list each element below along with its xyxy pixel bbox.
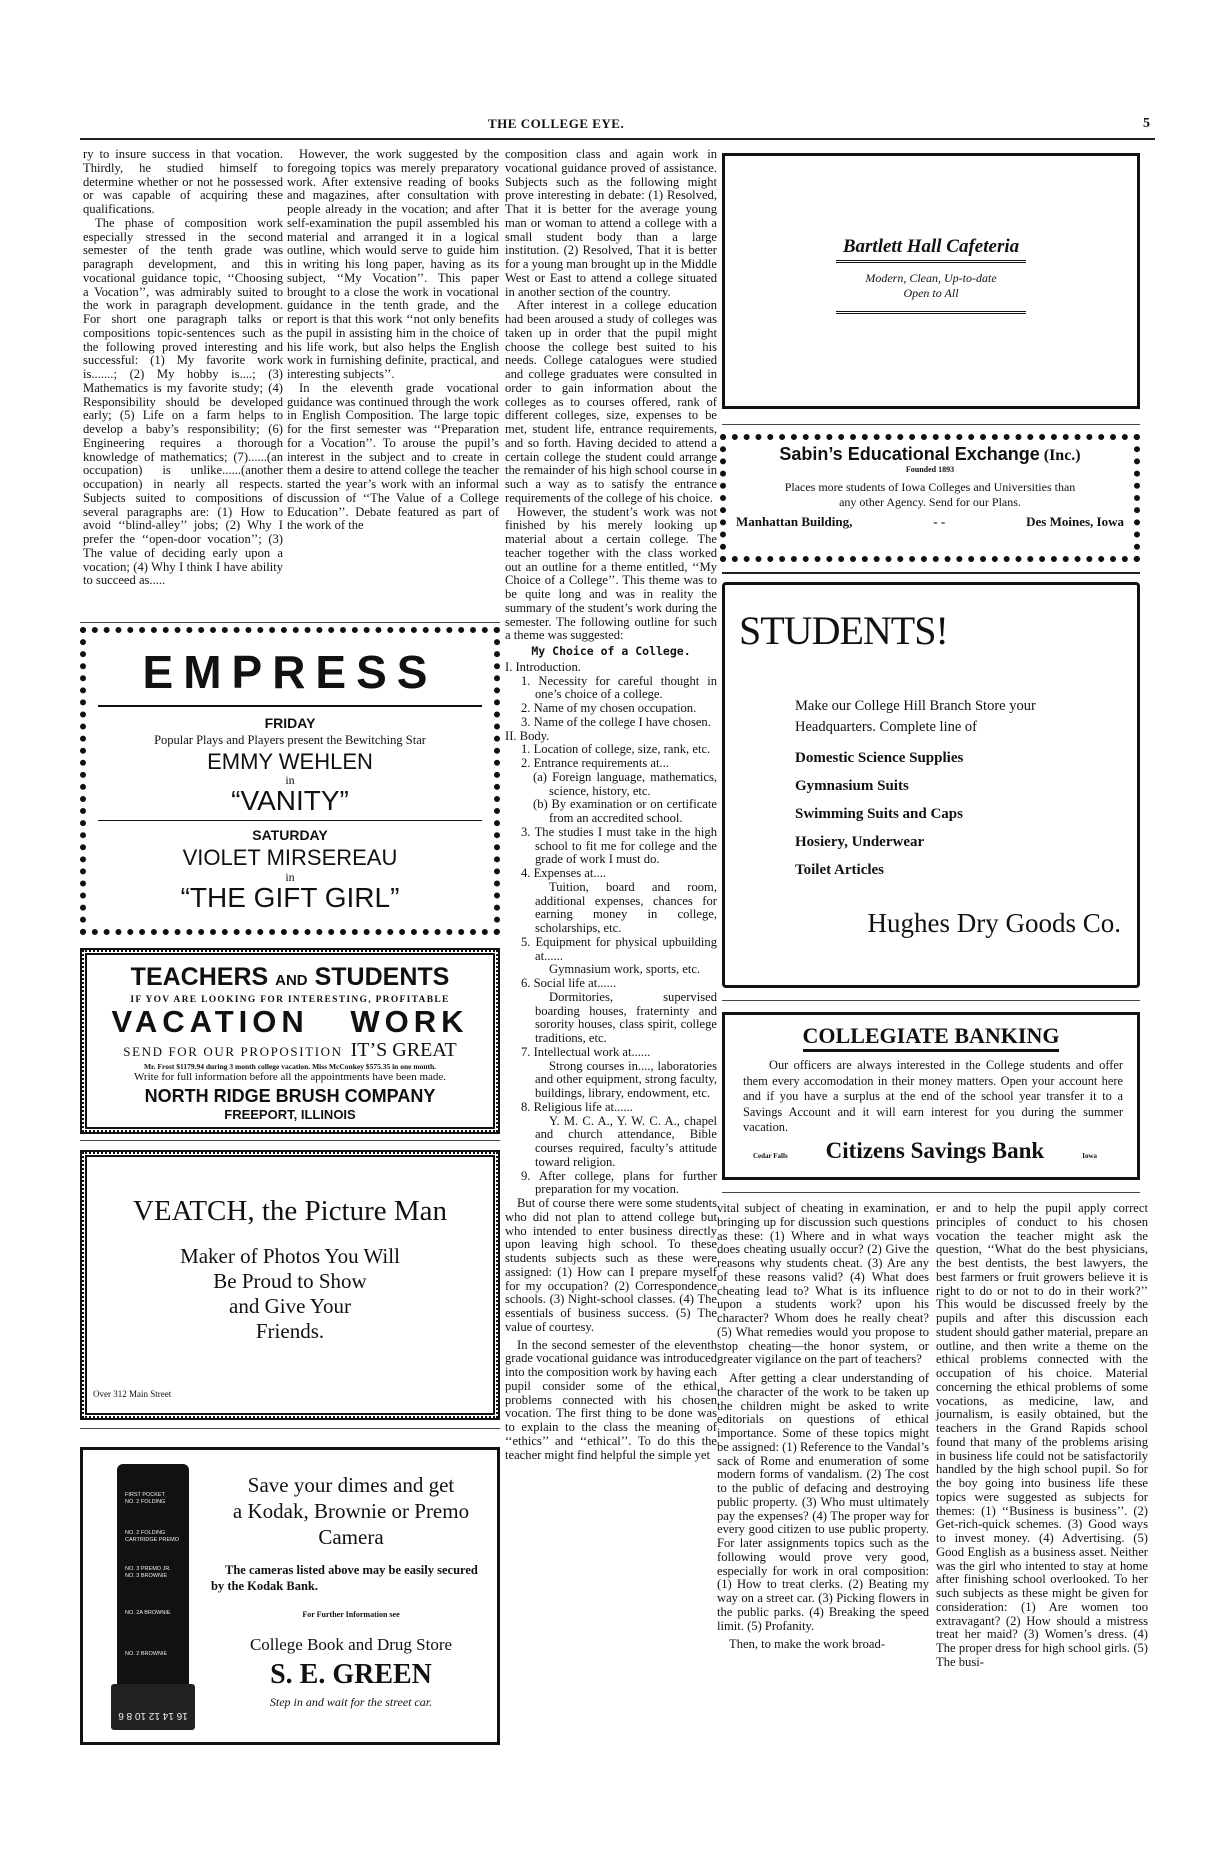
ad-line: Modern, Clean, Up-to-date — [865, 271, 997, 285]
outline-item: (b) By examination or on certificate from an accredited school. — [533, 797, 717, 825]
divider — [722, 1000, 1140, 1001]
outline-item: Gymnasium work, sports, etc. — [549, 962, 701, 977]
veatch-photo-ad — [80, 1150, 500, 1420]
divider — [80, 1428, 500, 1429]
company-city: FREEPORT, ILLINOIS — [224, 1107, 356, 1122]
outline-item: 4. Expenses at.... — [521, 866, 606, 880]
tagline: Step in and wait for the street car. — [269, 1695, 433, 1709]
hughes-dry-goods-ad — [722, 582, 1140, 988]
in-label: in — [285, 773, 295, 787]
cafeteria-name: Bartlett Hall Cafeteria — [842, 236, 1020, 257]
banking-title: COLLEGIATE BANKING — [803, 1023, 1060, 1052]
ad-intro: Popular Plays and Players present the Bewitching Star — [154, 733, 426, 747]
article-paragraph: After getting a clear understanding of the character of the work to be taken up the children might be asked to write editorials on questions of ethical importance. Some of these topics might be assigned: (1) Reference to the Vandal’s sack of Rome and enumeration of some modern forms of vandalism. (2) The cost to the public of defacing and destroying public property. (3) Who must ultimately pay the expenses? (4) The proper way for every good citizen to use public property. For later assignments topics such as the following would prove very good, especially for work in oral composition: (1) How to treat clerks. (2) Beating my way on a street car. (3) Picking flowers in the public parks. (4) Breaking the speed limit. (5) Profanity. — [717, 1371, 929, 1633]
outline-item: Tuition, board and room, additional expenses, chances for earning money in college, scholarships, etc. — [535, 879, 717, 935]
product-item: Domestic Science Supplies — [795, 750, 964, 766]
outline-item: 2. Entrance requirements at... — [521, 756, 669, 770]
article-paragraph: The phase of composition work especially stressed in the second semester of the tenth grade was paragraph development, and this vocational guidance topic, ‘‘Choosing a Vocation’’, was admirably suited to the work in paragraph development. For short one paragraph talks or compositions topic-sentences such as the following proved interesting and successful: (1) My favorite work is.......; (2) My hobby is....; (3) Mathematics is my favorite study; (4) Responsibility should be developed early; (5) Life on a farm helps to develop a baby’s responsibility; (6) Engineering requires a thorough knowledge of mathematics; (7)......(an occupation) is unlike......(another occupation) in nearly all respects. Subjects suited to compositions of several paragraphs are: (1) How to avoid ‘‘blind-alley’’ jobs; (2) Why I prefer the ‘‘open-door vocation’’; (3) The value of deciding early upon a vocation; (4) Why I think I have ability to succeed as..... — [83, 215, 283, 588]
outline-item: 3. The studies I must take in the high school to fit me for college and the grade of work I must do. — [521, 824, 717, 867]
owner-name: S. E. GREEN — [270, 1659, 432, 1690]
article-paragraph: However, the student’s work was not finished by his merely looking up material about a certain college. The teacher together with the class worked out an outline for a theme entitled, ‘‘My Choice of a College’’. This theme was to be quite long and was in reality the summary of the student’s work during the semester. The following outline for such a theme was suggested: — [505, 504, 717, 643]
film-title: “THE GIFT GIRL” — [180, 882, 400, 913]
article-paragraph: ry to insure success in that vocation. Thirdly, he studied himself to determine whether or not he possessed or was capable of acquiring these qualifications. — [83, 147, 283, 216]
company-name: NORTH RIDGE BRUSH COMPANY — [144, 1086, 436, 1106]
article-paragraph: In the second semester of the eleventh grade vocational guidance was introduced into the composition work by having each pupil consider some of the ethical problems connected with his chosen vocation. The first thing to be done was to explain to the class the meaning of ‘‘ethics’’ and ‘‘ethical’’. To do this the teacher might find helpful the simple yet — [505, 1337, 717, 1462]
headline-word: AND — [275, 972, 308, 989]
product-item: Toilet Articles — [795, 862, 885, 878]
divider — [80, 1140, 500, 1141]
address: Manhattan Building, — [736, 514, 853, 529]
star-name: EMMY WEHLEN — [207, 749, 373, 774]
header-rule — [80, 138, 1155, 140]
empress-name: EMPRESS — [142, 646, 438, 698]
article-column-1 — [83, 148, 283, 588]
outline-item: 7. Intellectual work at...... — [521, 1044, 651, 1059]
ad-intro: Make our College Hill Branch Store your Headquarters. Complete line of — [795, 698, 1036, 735]
ad-body: Places more students of Iowa Colleges and Universities than any other Agency. Send for our Plans. — [784, 480, 1076, 509]
store-name: College Book and Drug Store — [249, 1635, 453, 1654]
ad-line: Save your dimes and get — [247, 1473, 455, 1497]
sabins-exchange-ad — [720, 434, 1140, 562]
write-info: Write for full information before all the appointments have been made. — [133, 1071, 447, 1083]
outline-item: 1. Necessity for careful thought in one’s choice of a college. — [521, 673, 717, 702]
outline-item: Dormitories, supervised boarding houses, fraterninty and sorority houses, class spirit, college traditions, etc. — [535, 989, 717, 1045]
outline-item: 1. Location of college, size, rank, etc. — [521, 742, 711, 757]
divider — [722, 1192, 1140, 1193]
bank-state: Iowa — [1082, 1151, 1097, 1160]
students-headline: STUDENTS! — [739, 608, 948, 653]
headline-word: TEACHERS — [130, 963, 269, 991]
company-name: Hughes Dry Goods Co. — [867, 908, 1121, 938]
article-column-4 — [717, 1202, 929, 1652]
ad-body: Our officers are always interested in the College students and offer them every accomodation in their money matters. Open your account here and if you have a surplus at the end of the school year transfer it to a Savings Account and it will earn interest for you during the summer vacation. — [743, 1058, 1123, 1134]
article-paragraph: vital subject of cheating in examination, bringing up for discussion such questions as these: (1) Where and in what ways does cheating usually occur? (2) Give the reasons why students cheat. (3) Are any of these reasons valid? (4) What does cheating lead to? What is its influence upon a students work? upon his character? Whom does he really cheat? (5) What remedies would you propose to stop cheating—the honor system, or greater vigilance on the part of teachers? — [717, 1201, 929, 1367]
bartlett-cafeteria-ad — [722, 153, 1140, 409]
inc-label: (Inc.) — [1043, 447, 1081, 464]
ad-line: and Give Your — [229, 1294, 351, 1318]
founded: Founded 1893 — [905, 465, 955, 474]
product-item: Swimming Suits and Caps — [795, 806, 963, 822]
newspaper-title: THE COLLEGE EYE. — [488, 116, 625, 131]
product-list — [795, 744, 1137, 884]
in-label: in — [285, 870, 295, 884]
outline-item: I. Introduction. — [505, 659, 581, 674]
divider — [80, 622, 500, 623]
ad-line: a Kodak, Brownie or Premo — [232, 1499, 470, 1523]
headline-word: STUDENTS — [314, 963, 450, 991]
divider — [722, 572, 1140, 574]
its-great-text: IT’S GREAT — [350, 1039, 457, 1061]
ad-body: The cameras listed above may be easily secured by the Kodak Bank. — [211, 1563, 478, 1593]
article-column-3 — [505, 148, 717, 1462]
empress-theater-ad — [80, 627, 500, 935]
article-paragraph: After interest in a college education had been aroused a study of colleges was taken up in order that the pupil might choose the college best suited to his needs. College catalogues were studied and college graduates were consulted in order to gain information about the colleges as to courses offered, rank of different colleges, size, expenses to be met, student life, entrance requirements, and so forth. Having decided to attend a certain college the student could arrange the remainder of his high school course in such a way as to satisfy the entrance requirements of the college of his choice. — [505, 298, 717, 505]
outline-item: Strong courses in...., laboratories and other equipment, strong faculty, buildings, library, endowment, etc. — [535, 1058, 717, 1100]
outline-item: (a) Foreign language, mathematics, science, history, etc. — [533, 769, 717, 798]
bank-city: Cedar Falls — [753, 1151, 788, 1160]
article-paragraph: However, the work suggested by the foregoing topics was merely preparatory work. After extensive reading of books and magazines, after consultation with people already in the vocation; and after self-examination the pupil assembled his material and arranged it in a logical outline, which would serve to guide him in writing his long paper, having as its subject, ‘‘My Vocation’’. This paper brought to a close the work in vocational guidance in the tenth grade, and the report is that this work ‘‘not only benefits the pupil in assisting him in the choice of his life work, but also helps the English work in furnishing definite, practical, and interesting subjects’’. — [287, 147, 499, 381]
article-paragraph: Then, to make the work broad- — [729, 1637, 885, 1652]
article-column-5 — [936, 1202, 1148, 1670]
outline-item: 8. Religious life at...... — [521, 1099, 633, 1114]
ad-line: Camera — [318, 1525, 384, 1549]
proposition-text: SEND FOR OUR PROPOSITION — [123, 1044, 343, 1059]
kodak-green-ad — [80, 1447, 500, 1745]
outline-item: 2. Name of my chosen occupation. — [521, 701, 697, 715]
article-paragraph: er and to help the pupil apply correct principles of conduct to his chosen vocation the teacher might ask the question, ‘‘What do the best physicians, the best dentists, the best lawyers, the best farmers or fruit growers believe it is right to do or not to do in their work?’’ This would be discussed freely by the pupils and after this discussion each student should gather material, prepare an outline, and then write a theme on the ethical problems connected with the occupation of his choice. Material concerning the ethical problems of some vocations, as medicine, law, and journalism, is easily obtained, but the teachers in the Grand Rapids school found that many of the problems arising in business life could not be satisfactorily handled by the high school pupil. So for the boy going into business life these topics were suggested as subjects for themes: (1) ‘‘Business is business’’. (2) Get-rich-quick schemes. (3) Good ways to invest money. (4) Advertising. (5) Good English as a business asset. Neither was the girl who intented to stay at home after finishing school overlooked. To her such subjects as these might be given for consideration: (1) Are women too extravagant? (2) How should a mistress treat her maid? (3) Women’s dress. (4) The proper dress for high school girls. (5) The busi- — [936, 1201, 1148, 1669]
citizens-bank-ad — [722, 1012, 1140, 1180]
star-name: VIOLET MIRSEREAU — [182, 845, 398, 870]
outline-item: 5. Equipment for physical upbuilding at...... — [521, 934, 717, 963]
outline-item: 9. After college, plans for further preparation for my vocation. — [521, 1168, 717, 1197]
product-item: Hosiery, Underwear — [795, 834, 925, 850]
article-column-2 — [287, 148, 499, 533]
divider — [722, 424, 1140, 425]
outline-item: 6. Social life at...... — [521, 976, 617, 990]
ad-line: Open to All — [903, 286, 959, 300]
outline-title: My Choice of a College. — [531, 644, 691, 658]
bank-name: Citizens Savings Bank — [825, 1137, 1045, 1163]
article-paragraph: In the eleventh grade vocational guidance was continued through the work in English Composition. The large topic for the first semester was ‘‘Preparation for a Vocation’’. To arouse the pupil’s interest in the subject and to create in them a desire to attend college the teacher started the year’s work with an informal discussion of ‘‘The Value of a College Education’’. Debate featured as part of the work of the — [287, 380, 499, 533]
outline-item: 3. Name of the college I have chosen. — [521, 714, 711, 729]
testimonials: Mr. Frost $1179.94 during 3 month college vacation. Miss McConkey $575.35 in one month. — [143, 1062, 437, 1071]
kodak-bank-dial: 16 14 12 10 8 6 — [111, 1684, 195, 1730]
exchange-name: Sabin’s Educational Exchange — [779, 444, 1040, 464]
outline-item: II. Body. — [505, 728, 550, 743]
separator: - - — [933, 514, 946, 529]
day-saturday: SATURDAY — [252, 827, 328, 843]
subheadline: IF YOV ARE LOOKING FOR INTERESTING, PROFITABLE — [130, 995, 450, 1005]
outline-item: Y. M. C. A., Y. W. C. A., chapel and church attendance, Bible courses required, faculty’s attitude toward religion. — [535, 1113, 717, 1169]
day-friday: FRIDAY — [264, 715, 316, 731]
north-ridge-brush-ad — [80, 948, 500, 1134]
city: Des Moines, Iowa — [1026, 514, 1124, 529]
ad-line: Friends. — [255, 1319, 325, 1343]
product-item: Gymnasium Suits — [795, 778, 909, 794]
article-paragraph: composition class and again work in vocational guidance proved of assistance. Subjects such as the following might prove interesting in debate: (1) Resolved, That it is better for the average young man or woman to attend a college with a small student body than a large institution. (2) Resolved, That it is better for a young man brought up in the Middle West or East to attend a college situated in another section of the country. — [505, 147, 717, 299]
ad-line: Be Proud to Show — [213, 1269, 367, 1293]
kodak-bank-illustration: FIRST POCKET NO. 2 FOLDING NO. 2 FOLDING CARTRIDGE PREMO NO. 3 PREMO JR. NO. 3 BROWNIE NO. 2A BROWNIE NO. 2 BROWNIE — [117, 1464, 189, 1684]
ad-line: Maker of Photos You Will — [180, 1244, 400, 1268]
vacation-work-headline: VACATION WORK — [111, 1004, 469, 1039]
veatch-title: VEATCH, the Picture Man — [132, 1195, 448, 1227]
ad-info: For Further Information see — [302, 1610, 400, 1619]
page-number: 5 — [1143, 116, 1151, 131]
film-title: “VANITY” — [231, 785, 349, 816]
veatch-address: Over 312 Main Street — [93, 1389, 172, 1399]
article-paragraph: But of course there were some students who did not plan to attend college but who intended to enter business directly upon leaving high school. To these students subjects such as these were assigned: (1) How can I prepare myself for my occupation? (2) Correspondence schools. (3) Night-school classes. (4) The essentials of business success. (5) The value of courtesy. — [505, 1196, 717, 1334]
